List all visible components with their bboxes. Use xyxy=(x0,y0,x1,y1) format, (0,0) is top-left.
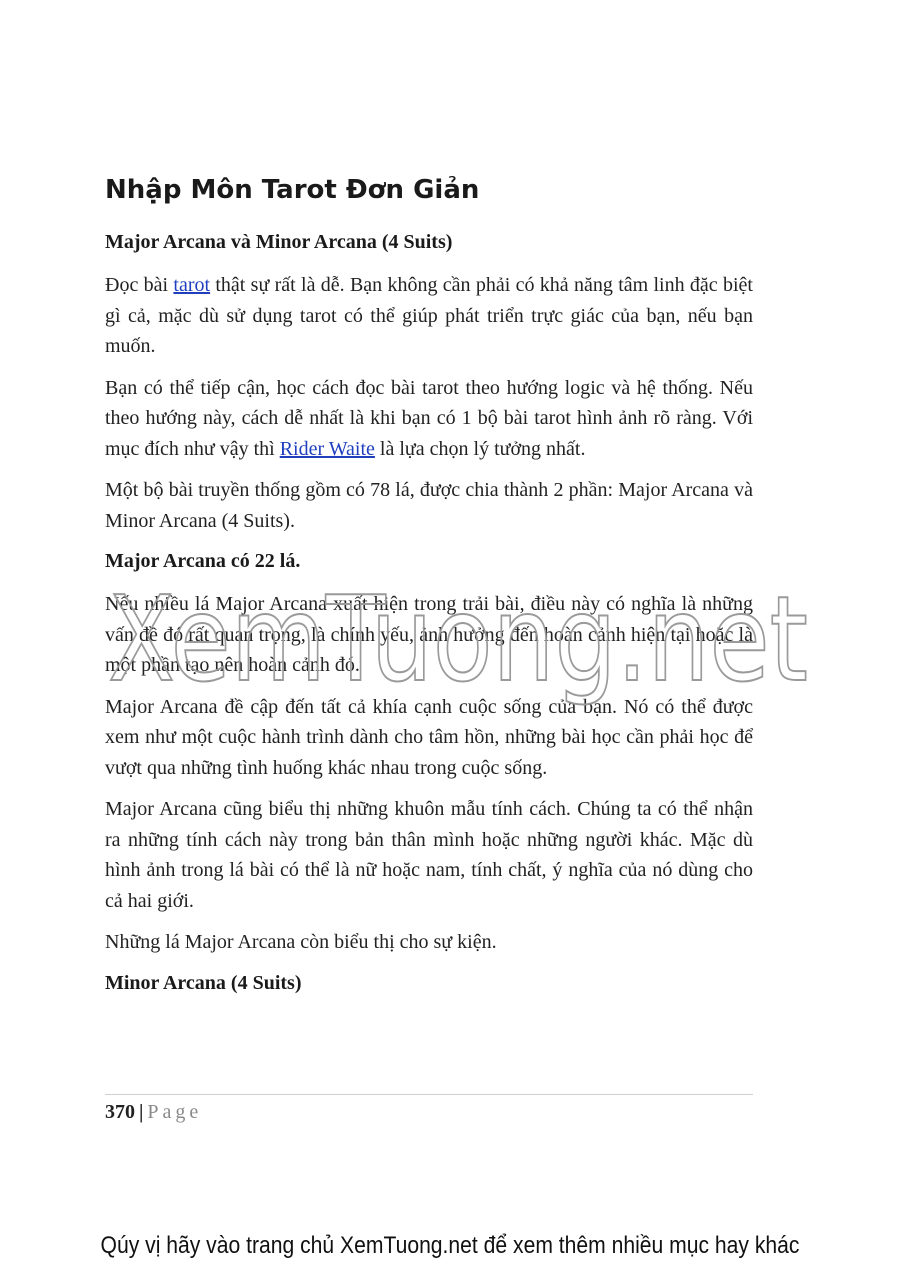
paragraph-approach-pre: Bạn có thể tiếp cận, học cách đọc bài tarot theo hướng logic và hệ thống. Nếu theo hướng này, cách dễ nhất là khi bạn có 1 bộ bài tarot hình ảnh rõ ràng. Với mục đích như vậy thì xyxy=(105,376,753,460)
footer-divider xyxy=(105,1094,753,1095)
site-banner: Qúy vị hãy vào trang chủ XemTuong.net để xem thêm nhiều mục hay khác xyxy=(100,1232,800,1259)
paragraph-intro xyxy=(105,270,753,362)
page-title: Nhập Môn Tarot Đơn Giản xyxy=(105,175,480,205)
paragraph-major-events: Những lá Major Arcana còn biểu thị cho sự kiện. xyxy=(105,931,497,953)
paragraph-major-importance: Nếu nhiều lá Major Arcana xuất hiện trong trải bài, điều này có nghĩa là những vấn đề đó rất quan trọng, là chính yếu, ảnh hưởng đến hoàn cảnh hiện tại hoặc là một phần tạo nên hoàn cảnh đó. xyxy=(105,593,753,676)
page-label: Page xyxy=(147,1101,203,1123)
section-heading-major-minor: Major Arcana và Minor Arcana (4 Suits) xyxy=(105,231,453,253)
tarot-link[interactable]: tarot xyxy=(173,274,211,296)
rider-waite-link[interactable]: Rider Waite xyxy=(279,437,375,460)
paragraph-approach xyxy=(105,373,753,465)
page-separator: | xyxy=(139,1101,144,1123)
paragraph-major-life: Major Arcana đề cập đến tất cả khía cạnh cuộc sống của bạn. Nó có thể được xem như một cuộc hành trình dành cho tâm hồn, những bài học cần phải học để vượt qua những tình huống khác nhau trong cuộc sống. xyxy=(105,695,753,779)
page-number: 370 xyxy=(105,1101,135,1123)
paragraph-approach-post: là lựa chọn lý tưởng nhất. xyxy=(374,437,586,460)
watermark-text: XemTuong.net xyxy=(108,570,808,708)
paragraph-deck-structure: Một bộ bài truyền thống gồm có 78 lá, được chia thành 2 phần: Major Arcana và Minor Arcana (4 Suits). xyxy=(105,479,753,532)
page-number-footer xyxy=(105,1098,202,1126)
document-body xyxy=(105,172,753,1011)
paragraph-intro-post: thật sự rất là dễ. Bạn không cần phải có khả năng tâm linh đặc biệt gì cả, mặc dù sử dụng tarot có thể giúp phát triển trực giác của bạn, nếu bạn muốn. xyxy=(105,274,753,357)
section-heading-major-arcana: Major Arcana có 22 lá. xyxy=(105,550,301,572)
paragraph-major-personality: Major Arcana cũng biểu thị những khuôn mẫu tính cách. Chúng ta có thể nhận ra những tính cách này trong bản thân mình hoặc những người khác. Mặc dù hình ảnh trong lá bài có thể là nữ hoặc nam, tính chất, ý nghĩa của nó dùng cho cả hai giới. xyxy=(105,798,753,912)
section-heading-minor-arcana: Minor Arcana (4 Suits) xyxy=(105,971,302,994)
paragraph-intro-pre: Đọc bài xyxy=(105,274,174,296)
